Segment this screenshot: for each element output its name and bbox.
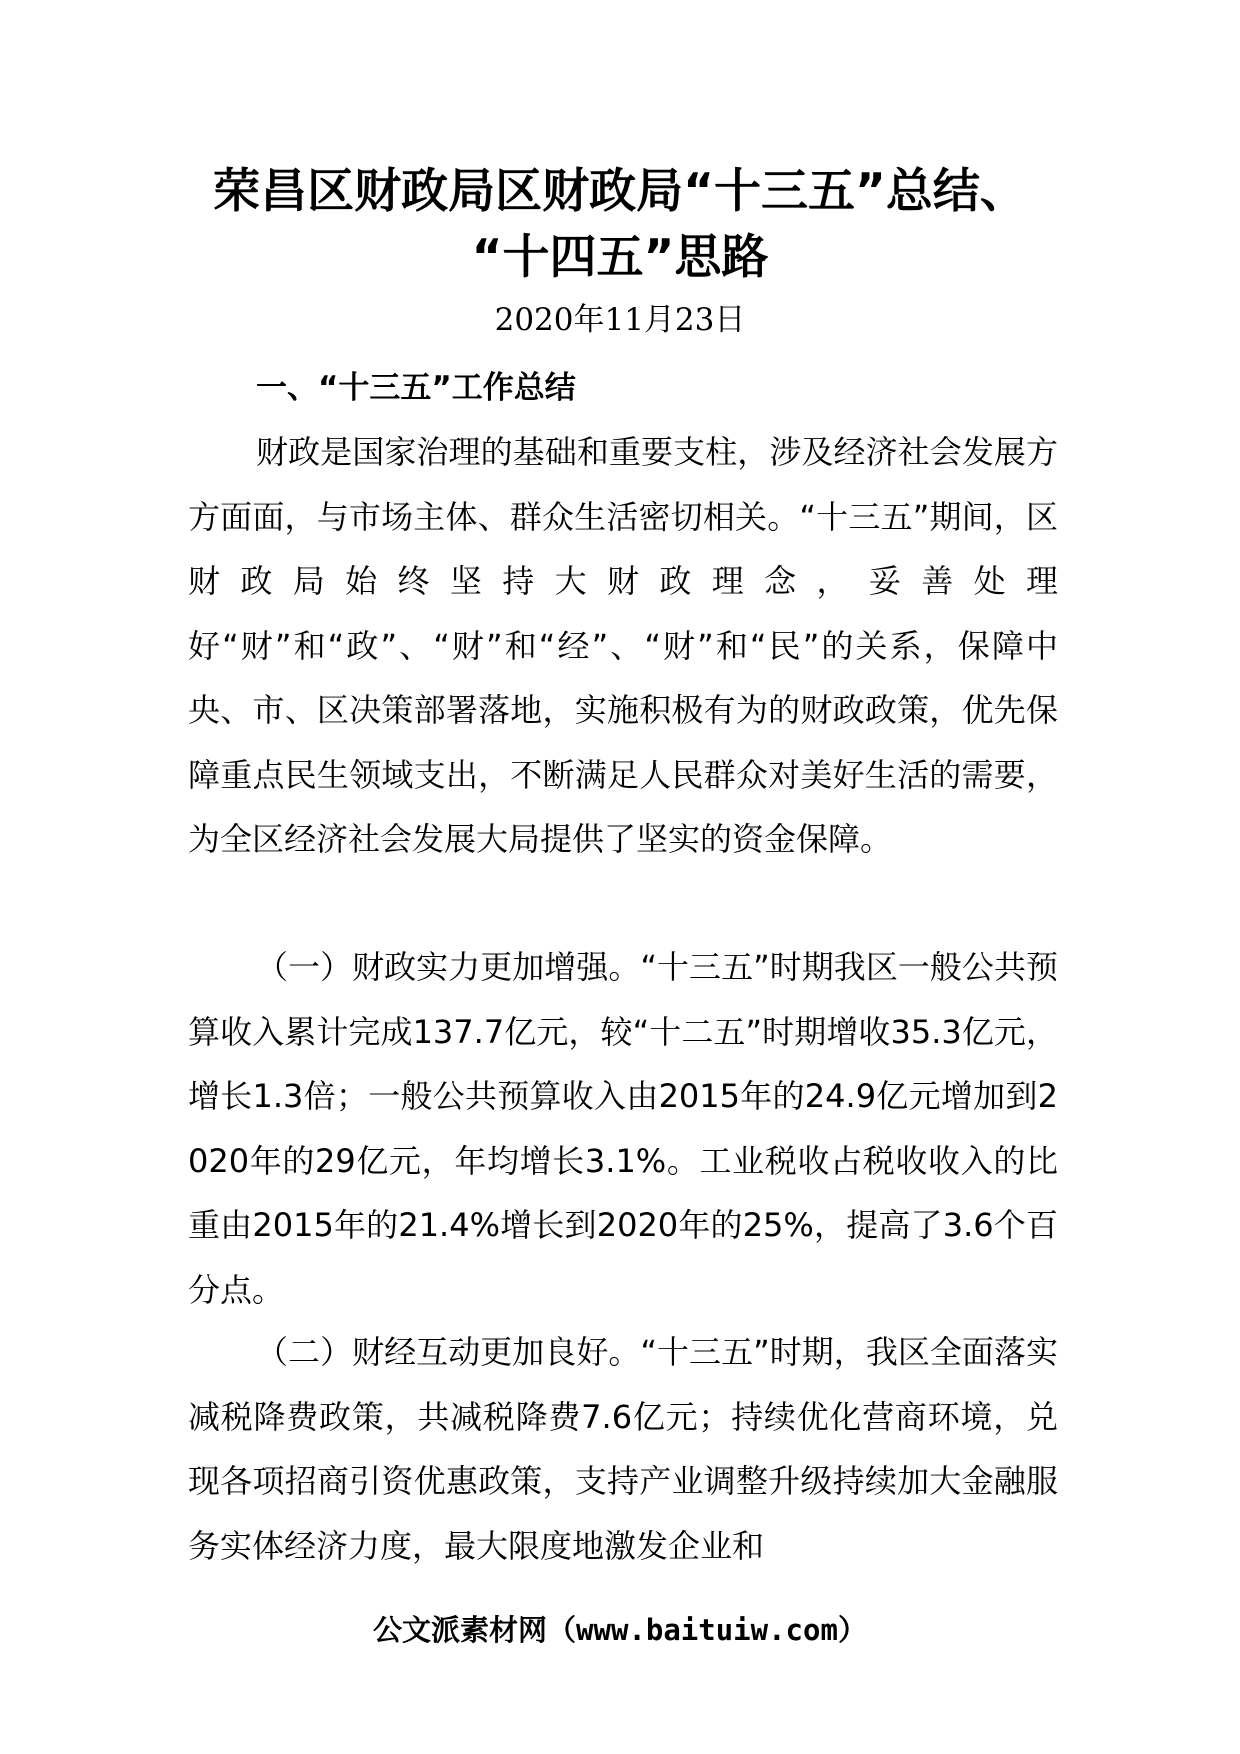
- footer-watermark: 公文派素材网（www.baituiw.com）: [373, 1613, 867, 1647]
- section-heading: 一、“十三五”工作总结: [256, 370, 576, 406]
- paragraph-fiscal-strength: （一）财政实力更加增强。“十三五”时期我区一般公共预算收入累计完成137.7亿元，较“十二五”时期增收35.3亿元，增长1.3倍；一般公共预算收入由2015年的24.9亿元增加到2020年的29亿元，年均增长3.1%。工业税收占税收收入的比重由2015年的21.4%增长到2020年的25%，提高了3.6个百分点。: [188, 948, 1058, 1309]
- paragraph-intro: 财政是国家治理的基础和重要支柱，涉及经济社会发展方方面面，与市场主体、群众生活密切相关。“十三五”期间，区财政局始终坚持大财政理念，妥善处理好“财”和“政”、“财”和“经”、“财”和“民”的关系，保障中央、市、区决策部署落地，实施积极有为的财政政策，优先保障重点民生领域支出，不断满足人民群众对美好生活的需要，为全区经济社会发展大局提供了坚实的资金保障。: [188, 433, 1058, 858]
- document-title-line1: 荣昌区财政局区财政局“十三五”总结、: [213, 164, 1027, 219]
- paragraph-fiscal-economy: （二）财经互动更加良好。“十三五”时期，我区全面落实减税降费政策，共减税降费7.6亿元；持续优化营商环境，兑现各项招商引资优惠政策，支持产业调整升级持续加大金融服务实体经济力度，最大限度地激发企业和: [188, 1333, 1058, 1565]
- document-date: 2020年11月23日: [494, 302, 746, 338]
- document-title-line2: “十四五”思路: [471, 230, 769, 285]
